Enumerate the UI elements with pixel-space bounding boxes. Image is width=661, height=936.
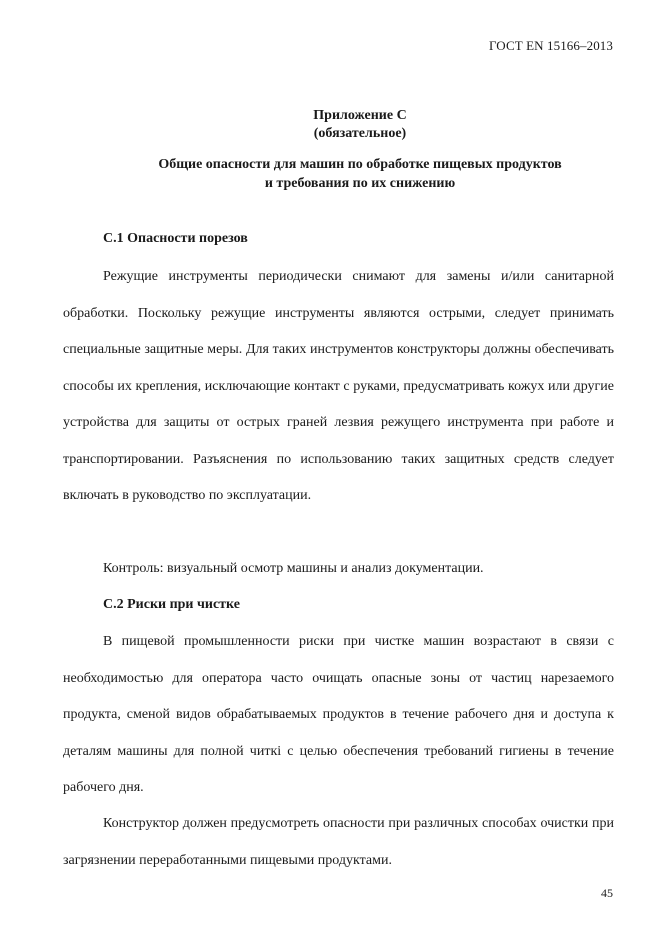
paragraph-c1-control: Контроль: визуальный осмотр машины и анализ документации. [103, 561, 484, 576]
appendix-subtitle: (обязательное) [313, 126, 407, 141]
appendix-main-title-line1: Общие опасности для машин по обработке пищевых продуктов [158, 157, 562, 172]
appendix-title: Приложение C [313, 108, 407, 123]
page-number: 45 [601, 886, 613, 900]
section-heading-c2: С.2 Риски при чистке [103, 597, 240, 612]
paragraph-c1-body: Режущие инструменты периодически снимают для замены и/или санитарной обработки. Поскольку режущие инструменты являются острыми, следует принимать специальные защитные меры. Для таких инструментов конструкторы должны обеспечивать способы их крепления, исключающие контакт с руками, предусматривать кожух или другие устройства для защиты от острых граней лезвия режущего инструмента при работе и транспортировании. Разъяснения по использованию таких защитных средств следует включать в руководство по эксплуатации. [63, 269, 614, 503]
document-code: ГОСТ EN 15166–2013 [489, 38, 613, 53]
section-heading-c1: С.1 Опасности порезов [103, 231, 248, 246]
paragraph-c2-body: В пищевой промышленности риски при чистке машин возрастают в связи с необходимостью для оператора часто очищать опасные зоны от частиц нарезаемого продукта, сменой видов обрабатываемых продуктов в течение рабочего дня и доступа к деталям машины для полной читкi с целью обеспечения требований гигиены в течение рабочего дня. [63, 634, 614, 795]
appendix-main-title-line2: и требования по их снижению [264, 176, 456, 191]
paragraph-c2-designer: Конструктор должен предусмотреть опасности при различных способах очистки при загрязнении переработанными пищевыми продуктами. [63, 816, 614, 868]
